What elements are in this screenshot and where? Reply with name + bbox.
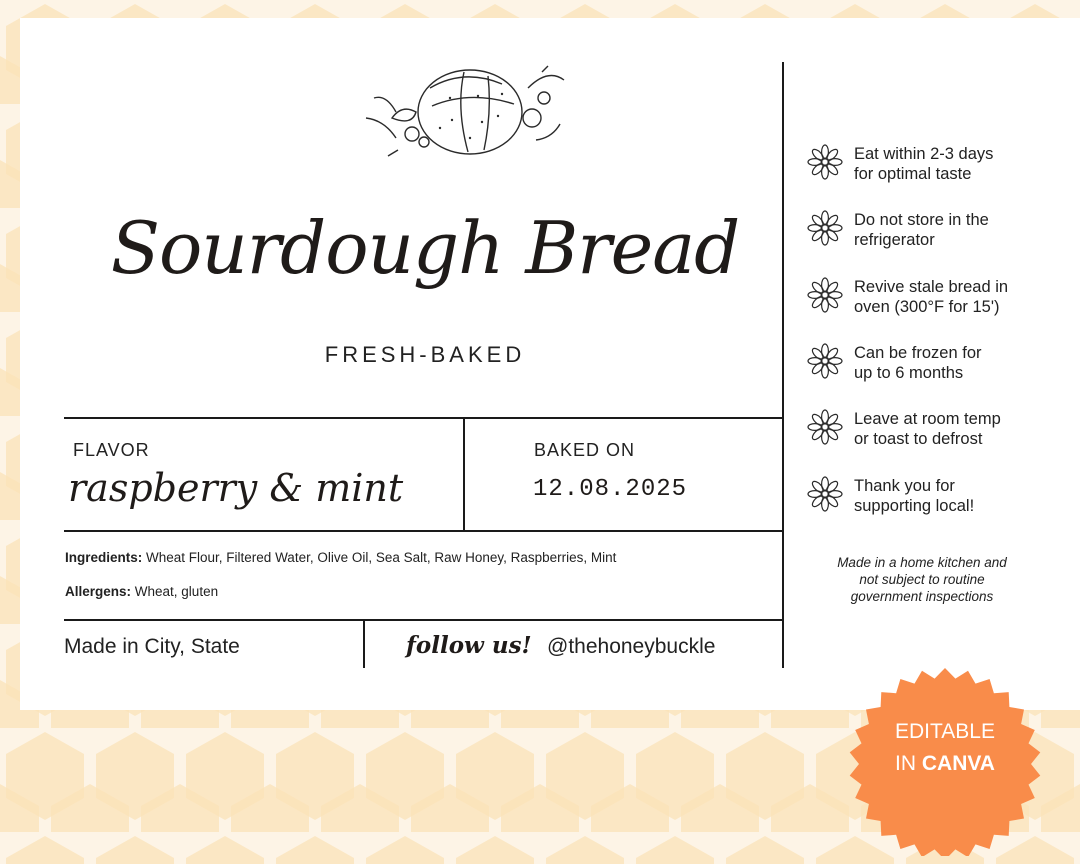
follow-us-text: follow us!: [406, 632, 532, 659]
tip-text: Thank you for supporting local!: [854, 477, 975, 515]
vertical-divider-right: [782, 62, 784, 668]
flavor-caption: FLAVOR: [73, 440, 150, 460]
tip-text: Leave at room temp or toast to defrost: [854, 410, 1001, 448]
vertical-divider-flavor: [463, 418, 465, 531]
social-handle: @thehoneybuckle: [547, 635, 716, 658]
baked-on-caption: BAKED ON: [534, 440, 636, 460]
tip-item: [806, 407, 1066, 457]
tip-item: [806, 208, 1066, 258]
daisy-icon: [806, 208, 844, 248]
ingredients-value: Wheat Flour, Filtered Water, Olive Oil, Sea Salt, Raw Honey, Raspberries, Mint: [142, 550, 617, 565]
flavor-value: raspberry & mint: [68, 466, 404, 510]
tip-item: [806, 142, 1066, 192]
allergens-line: [65, 584, 218, 599]
tip-item: [806, 275, 1066, 325]
ingredients-label: Ingredients:: [65, 550, 143, 565]
tip-text: Revive stale bread in oven (300°F for 15'): [854, 278, 1009, 316]
daisy-icon: [806, 142, 844, 182]
tip-text: Do not store in the refrigerator: [854, 211, 989, 249]
baked-on-date: 12.08.2025: [533, 476, 688, 503]
vertical-divider-footer: [363, 620, 365, 668]
bread-loaf-with-flowers-icon: [352, 58, 578, 166]
allergens-label: Allergens:: [65, 584, 132, 599]
tip-item: [806, 474, 1066, 524]
daisy-icon: [806, 407, 844, 447]
tip-item: [806, 341, 1066, 391]
product-title: Sourdough Bread: [110, 206, 740, 290]
tip-text: Can be frozen for up to 6 months: [854, 344, 982, 382]
ingredients-line: [65, 550, 780, 565]
badge-text: EDITABLE IN CANVA: [895, 720, 995, 775]
tip-text: Eat within 2-3 days for optimal taste: [854, 145, 994, 183]
editable-in-canva-badge: [840, 666, 1050, 856]
horizontal-divider-mid: [64, 530, 783, 532]
allergens-value: Wheat, gluten: [131, 584, 219, 599]
daisy-icon: [806, 275, 844, 315]
horizontal-divider-top: [64, 417, 783, 419]
home-kitchen-disclaimer: Made in a home kitchen and not subject to routine government inspections: [837, 555, 1007, 604]
product-subtitle: FRESH-BAKED: [324, 342, 526, 367]
daisy-icon: [806, 341, 844, 381]
made-in-location: Made in City, State: [64, 635, 240, 658]
horizontal-divider-bottom: [64, 619, 783, 621]
daisy-icon: [806, 474, 844, 514]
